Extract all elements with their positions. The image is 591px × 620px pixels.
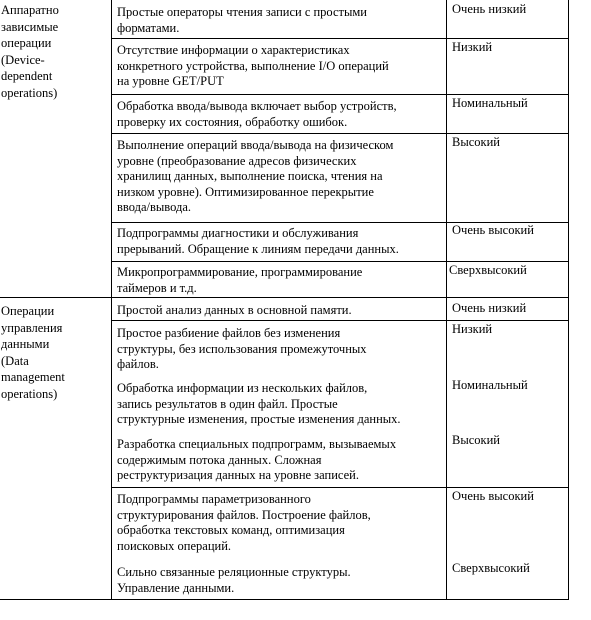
row-level: Высокий bbox=[452, 433, 500, 447]
vertical-divider bbox=[446, 0, 447, 600]
row-divider bbox=[111, 320, 569, 321]
row-description: Простой анализ данных в основной памяти. bbox=[117, 303, 352, 317]
category-device-dependent: Аппаратно зависимые операции (Device- dependent operations) bbox=[1, 3, 59, 100]
row-description: Сильно связанные реляционные структуры. Управление данными. bbox=[117, 565, 351, 595]
row-description: Подпрограммы диагностики и обслуживания прерываний. Обращение к линиям передачи данных. bbox=[117, 226, 399, 256]
horizontal-divider bbox=[0, 599, 569, 600]
row-level: Очень низкий bbox=[452, 2, 527, 16]
row-level: Очень низкий bbox=[452, 301, 527, 315]
row-divider bbox=[111, 133, 569, 134]
row-level: Низкий bbox=[452, 40, 493, 54]
horizontal-divider bbox=[0, 297, 569, 298]
category-data-management: Операции управления данными (Data management operations) bbox=[1, 304, 65, 401]
row-level: Высокий bbox=[452, 135, 500, 149]
row-divider bbox=[111, 261, 569, 262]
row-level: Сверхвысокий bbox=[452, 561, 530, 575]
row-description: Микропрограммирование, программирование таймеров и т.д. bbox=[117, 265, 363, 295]
row-description: Обработка информации из нескольких файлов, запись результатов в один файл. Простые структурные изменения, простые изменения данных. bbox=[117, 381, 401, 426]
row-level: Номинальный bbox=[452, 96, 528, 110]
row-description: Простые операторы чтения записи с простыми форматами. bbox=[117, 5, 367, 35]
row-divider bbox=[111, 38, 569, 39]
vertical-divider bbox=[111, 0, 112, 600]
row-description: Выполнение операций ввода/вывода на физическом уровне (преобразование адресов физических хранилищ данных, выполнение поиска, чтения на низком уровне). Оптимизированное перекрытие ввода/вывода. bbox=[117, 138, 394, 214]
row-description: Обработка ввода/вывода включает выбор устройств, проверку их состояния, обработку ошибок. bbox=[117, 99, 397, 129]
row-divider bbox=[111, 487, 569, 488]
vertical-divider bbox=[568, 0, 569, 600]
row-level: Очень высокий bbox=[452, 223, 534, 237]
row-divider bbox=[111, 94, 569, 95]
row-description: Простое разбиение файлов без изменения структуры, без использования промежуточных файлов. bbox=[117, 326, 367, 371]
row-level: Низкий bbox=[452, 322, 493, 336]
row-description: Отсутствие информации о характеристиках конкретного устройства, выполнение I/O операций на уровне GET/PUT bbox=[117, 43, 389, 88]
row-level: Сверхвысокий bbox=[449, 263, 527, 277]
row-description: Подпрограммы параметризованного структурирования файлов. Построение файлов, обработка текстовых команд, оптимизация поисковых операций. bbox=[117, 492, 371, 553]
row-level: Очень высокий bbox=[452, 489, 534, 503]
row-description: Разработка специальных подпрограмм, вызываемых содержимым потока данных. Сложная реструктуризация данных на уровне записей. bbox=[117, 437, 397, 482]
row-level: Номинальный bbox=[452, 378, 528, 392]
